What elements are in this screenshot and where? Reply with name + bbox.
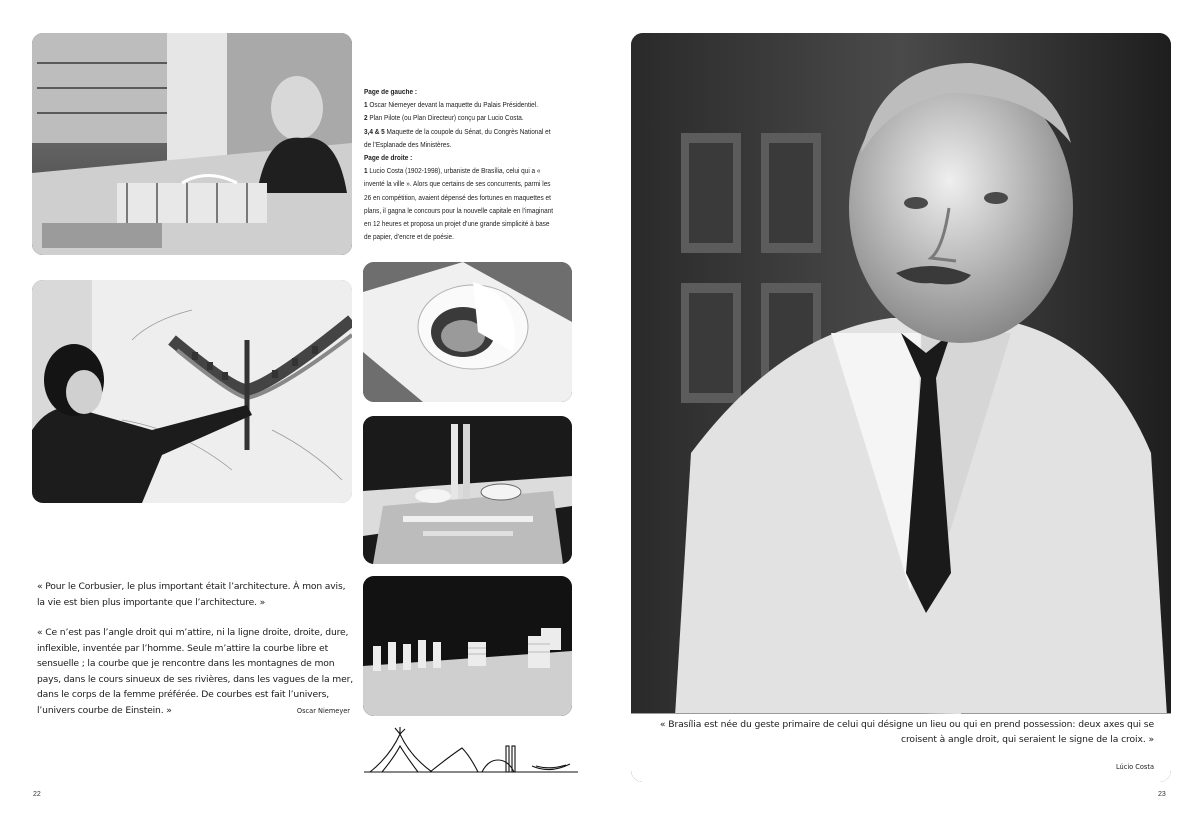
photo-city-image — [363, 576, 572, 716]
caption-left-heading: Page de gauche : — [364, 89, 417, 96]
photo-senate-dome-model — [363, 262, 572, 402]
photo-dome-image — [363, 262, 572, 402]
caption-right-heading: Page de droite : — [364, 155, 413, 163]
photo-esplanade-ministries-model — [363, 576, 572, 716]
niemeyer-quote-curve: « Ce n’est pas l’angle droit qui m’attire, ni la ligne droite, droite, dure, inflexible, inventée par l’homme. Seule m’attire la courbe libre et sensuelle ; la courbe que je rencontre dans les montagnes de mon pays, dans le cours sinueux de ses rivières, dans les vagues de la mer, dans le corps de la femme préférée. De courbes est fait l’univers, l’univers courbe de Einstein. » — [37, 627, 353, 716]
costa-quote: « Brasília est née du geste primaire de celui qui désigne un lieu ou qui en prend possession: deux axes qui se croisent à angle droit, qui seraient le signe de la croix. » — [659, 719, 1154, 745]
niemeyer-quote-life: « Pour le Corbusier, le plus important était l’architecture. À mon avis, la vie est bien plus importante que l’architecture. » — [37, 581, 346, 608]
caption-left-item: 2 Plan Pilote (ou Plan Directeur) conçu par Lucio Costa. — [364, 115, 524, 123]
photo-national-congress-model — [363, 416, 572, 564]
photo-plan-image — [32, 280, 352, 503]
photo-costa-image — [631, 33, 1171, 782]
photo-plan-pilote — [32, 280, 352, 503]
page-number-left: 22 — [33, 791, 41, 798]
photo-captions — [364, 86, 557, 244]
photo-lucio-costa-portrait — [631, 33, 1171, 782]
photo-niemeyer-image — [32, 33, 352, 255]
photo-niemeyer-with-model — [32, 33, 352, 255]
caption-left-item: 1 Oscar Niemeyer devant la maquette du Palais Présidentiel. — [364, 102, 538, 110]
costa-quote-author: Lúcio Costa — [1115, 763, 1154, 771]
caption-right-item: 1 Lucio Costa (1902-1998), urbaniste de Brasília, celui qui a « inventé la ville ». Alors que certains de ses concurrents, parmi les 26 en compétition, avaient dépensé des fortunes en maquettes et plans, il gagna le concours pour la nouvelle capitale en l’imaginant en 12 heures et proposa un projet d’une grande simplicité à base de papier, d’encre et de poésie. — [364, 168, 554, 242]
photo-congress-image — [363, 416, 572, 564]
brasilia-skyline-sketch-icon — [360, 726, 582, 778]
niemeyer-quote-author: Oscar Niemeyer — [296, 707, 350, 715]
page-number-right: 23 — [1158, 791, 1166, 798]
caption-left-item: 3,4 & 5 Maquette de la coupole du Sénat, du Congrès National et de l’Esplanade des Ministères. — [364, 128, 551, 149]
